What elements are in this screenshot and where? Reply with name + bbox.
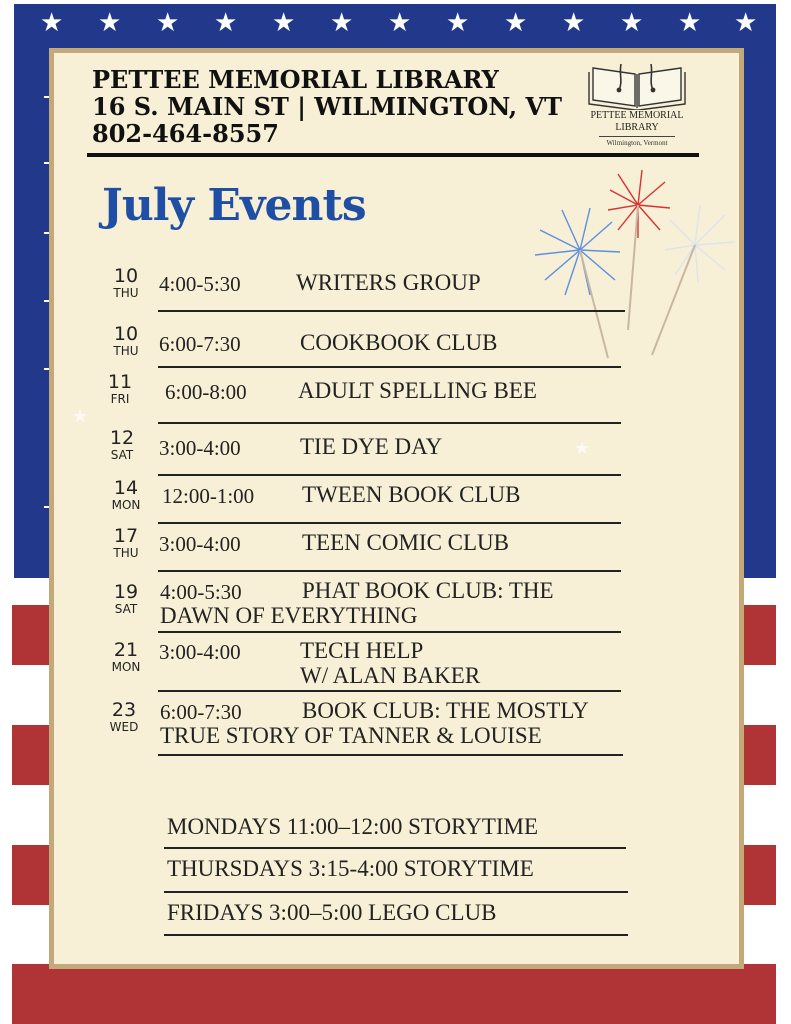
star-icon: ★ [272, 8, 296, 38]
library-name: PETTEE MEMORIAL LIBRARY [92, 65, 499, 94]
event-weekday: THU [113, 286, 139, 300]
event-title: PHAT BOOK CLUB: THE [302, 578, 554, 603]
event-divider [158, 366, 621, 368]
event-title: TECH HELP [300, 638, 424, 663]
event-divider [158, 690, 621, 692]
event-time: 4:00-5:30 [159, 272, 241, 296]
event-date [102, 700, 146, 734]
event-divider [158, 570, 621, 572]
event-divider [158, 631, 621, 633]
star-icon: ★ [156, 8, 180, 38]
event-weekday: FRI [110, 392, 130, 406]
event-day-number: 10 [113, 265, 139, 287]
event-weekday: SAT [110, 448, 134, 462]
event-day-number: 23 [111, 699, 137, 721]
library-logo [585, 60, 689, 152]
star-icon: ★ [330, 8, 354, 38]
star-icon: ★ [214, 8, 238, 38]
event-title: TWEEN BOOK CLUB [302, 482, 521, 507]
event-time: 12:00-1:00 [162, 484, 255, 508]
recurring-event: FRIDAYS 3:00–5:00 LEGO CLUB [167, 900, 497, 925]
flag-star-row [40, 10, 780, 40]
fireworks-decoration [520, 160, 750, 360]
event-weekday: THU [113, 344, 139, 358]
star-icon: ★ [504, 8, 528, 38]
star-icon: ★ [388, 8, 412, 38]
star-icon: ★ [678, 8, 702, 38]
event-time: 3:00-4:00 [159, 640, 241, 664]
event-time: 6:00-8:00 [165, 380, 247, 404]
event-divider [158, 754, 623, 756]
star-icon: ★ [98, 8, 122, 38]
header-divider [87, 153, 699, 157]
event-title-continued: TRUE STORY OF TANNER & LOUISE [160, 723, 542, 748]
event-weekday: WED [109, 720, 139, 734]
event-day-number: 21 [113, 639, 139, 661]
event-date [104, 266, 148, 300]
recurring-divider [164, 934, 628, 936]
event-title: ADULT SPELLING BEE [298, 378, 537, 403]
recurring-event: THURSDAYS 3:15-4:00 STORYTIME [167, 856, 534, 881]
event-day-number: 17 [113, 525, 139, 547]
event-title: TIE DYE DAY [300, 434, 443, 459]
star-icon: ★ [72, 406, 89, 427]
event-title: COOKBOOK CLUB [300, 330, 498, 355]
event-date [104, 582, 148, 616]
star-icon: ★ [620, 8, 644, 38]
event-time: 4:00-5:30 [160, 580, 242, 604]
flag-red-stripe [12, 964, 776, 1024]
event-title: WRITERS GROUP [296, 270, 481, 295]
event-day-number: 12 [109, 427, 135, 449]
event-weekday: THU [113, 546, 139, 560]
event-weekday: MON [111, 498, 141, 512]
star-icon: ★ [446, 8, 470, 38]
logo-name-line1: PETTEE MEMORIAL [590, 110, 684, 121]
recurring-divider [164, 847, 626, 849]
open-book-icon [585, 60, 689, 110]
event-day-number: 11 [107, 371, 133, 393]
event-date [104, 324, 148, 358]
event-title: BOOK CLUB: THE MOSTLY [302, 698, 589, 723]
event-title-continued: W/ ALAN BAKER [300, 663, 481, 688]
event-weekday: SAT [114, 602, 138, 616]
event-day-number: 19 [113, 581, 139, 603]
star-icon: ★ [562, 8, 586, 38]
event-time: 6:00-7:30 [160, 700, 242, 724]
logo-location: Wilmington, Vermont [606, 139, 668, 147]
logo-name-line2: LIBRARY [615, 122, 659, 133]
event-time: 3:00-4:00 [159, 532, 241, 556]
event-title-continued: DAWN OF EVERYTHING [160, 603, 418, 628]
event-day-number: 10 [113, 323, 139, 345]
event-divider [158, 474, 621, 476]
event-title: TEEN COMIC CLUB [302, 530, 509, 555]
event-date [98, 372, 142, 406]
star-icon: ★ [574, 438, 591, 459]
star-icon: ★ [40, 8, 64, 38]
event-date [100, 428, 144, 462]
page-title: July Events [102, 180, 366, 231]
event-date [104, 526, 148, 560]
recurring-divider [164, 891, 628, 893]
library-phone: 802-464-8557 [92, 119, 279, 148]
star-icon: ★ [734, 8, 758, 38]
logo-divider [599, 136, 675, 137]
event-date [104, 640, 148, 674]
event-divider [158, 522, 621, 524]
event-weekday: MON [111, 660, 141, 674]
recurring-event: MONDAYS 11:00–12:00 STORYTIME [167, 814, 539, 839]
event-divider [158, 310, 625, 312]
library-address: 16 S. MAIN ST | WILMINGTON, VT [92, 92, 562, 121]
event-date [104, 478, 148, 512]
event-time: 3:00-4:00 [159, 436, 241, 460]
library-header [92, 66, 562, 147]
event-divider [158, 422, 621, 424]
event-day-number: 14 [113, 477, 139, 499]
event-time: 6:00-7:30 [159, 332, 241, 356]
